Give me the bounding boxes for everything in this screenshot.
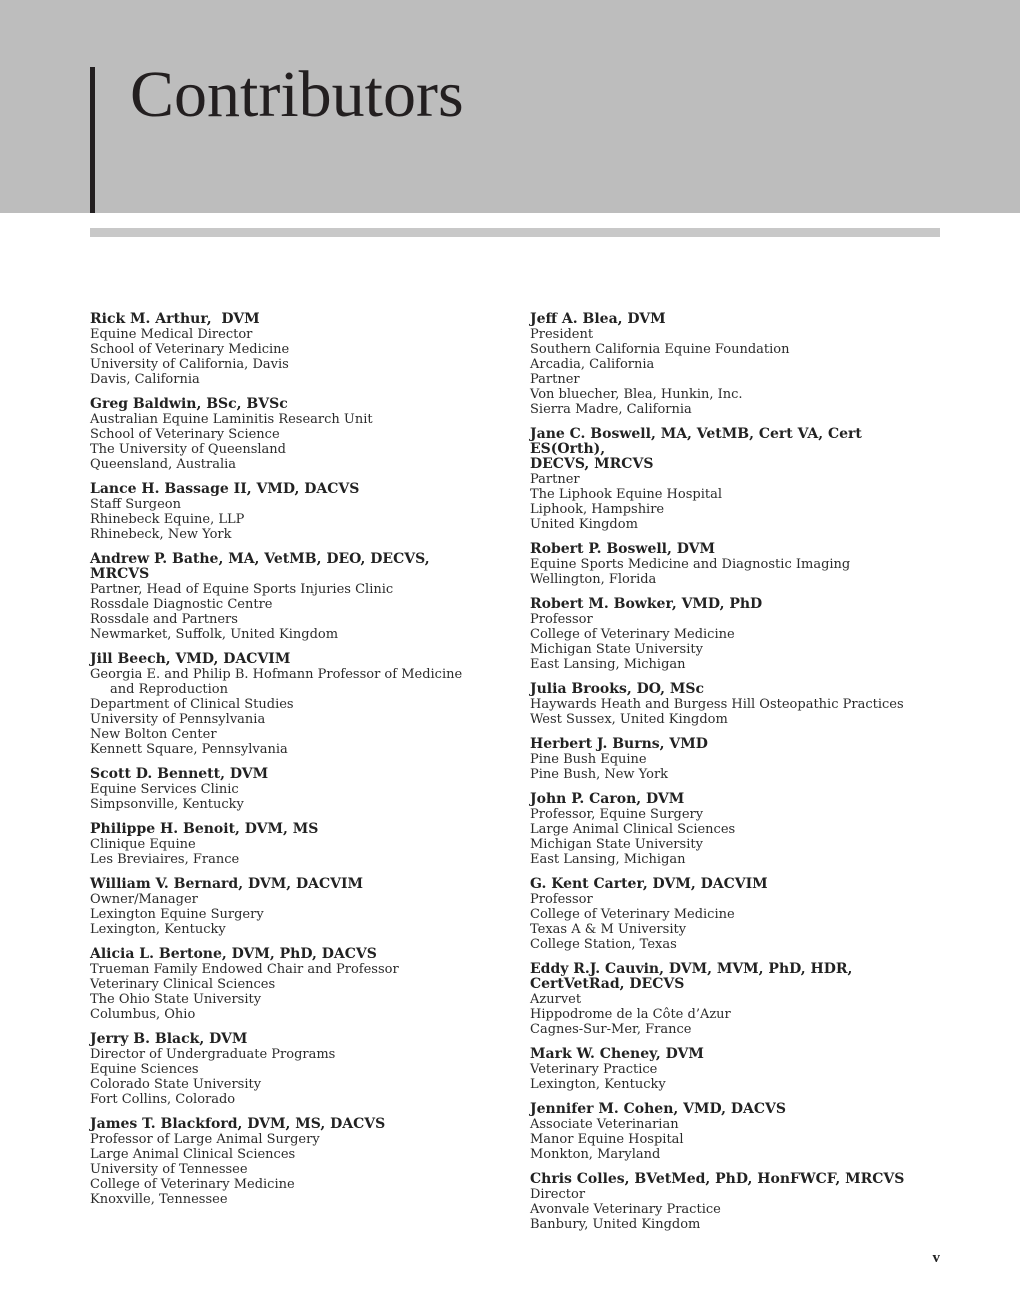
contributor-name: Greg Baldwin, BSc, BVSc	[90, 396, 288, 412]
contributor-affiliation-line: Director of Undergraduate Programs	[90, 1047, 336, 1062]
contributor-affiliation-line: Colorado State University	[90, 1077, 262, 1092]
contributor-affiliation-line: School of Veterinary Science	[90, 427, 280, 442]
header-vertical-rule	[90, 67, 95, 213]
contributor-name: Robert M. Bowker, VMD, PhD	[530, 596, 763, 612]
contributor-affiliation-line: Queensland, Australia	[90, 457, 237, 472]
contributor-name: Jerry B. Black, DVM	[90, 1031, 248, 1047]
contributor-affiliation-line: Pine Bush Equine	[530, 752, 647, 767]
contributor-affiliation-line: Owner/Manager	[90, 892, 198, 907]
contributor-affiliation-line: Southern California Equine Foundation	[530, 342, 790, 357]
contributors-column-right	[530, 312, 930, 1242]
contributor-affiliation-line: Partner	[530, 472, 580, 487]
contributor-affiliation-line: Rhinebeck Equine, LLP	[90, 512, 245, 527]
contributor-name: Eddy R.J. Cauvin, DVM, MVM, PhD, HDR, CertVetRad, DECVS	[530, 961, 853, 992]
contributor-affiliation-line: Professor, Equine Surgery	[530, 807, 704, 822]
contributor-affiliation-line: Georgia E. and Philip B. Hofmann Professor of Medicine and Reproduction	[90, 667, 463, 697]
contributor-affiliation-line: East Lansing, Michigan	[530, 657, 686, 672]
contributor-affiliation-line: Director	[530, 1187, 586, 1202]
contributor-affiliation-line: Simpsonville, Kentucky	[90, 797, 244, 812]
contributor-entry	[90, 552, 490, 642]
contributor-affiliation-line: Rossdale and Partners	[90, 612, 238, 627]
contributor-affiliation-line: Australian Equine Laminitis Research Unit	[90, 412, 373, 427]
contributor-affiliation-line: Banbury, United Kingdom	[530, 1217, 701, 1232]
contributor-affiliation-line: Equine Medical Director	[90, 327, 253, 342]
contributor-affiliation-line: College of Veterinary Medicine	[530, 627, 735, 642]
contributor-entry	[90, 312, 490, 387]
contributor-affiliation-line: Large Animal Clinical Sciences	[90, 1147, 296, 1162]
contributor-affiliation-line: College Station, Texas	[530, 937, 677, 952]
contributor-affiliation-line: University of Pennsylvania	[90, 712, 266, 727]
contributor-affiliation-line: Manor Equine Hospital	[530, 1132, 684, 1147]
contributor-name: Herbert J. Burns, VMD	[530, 736, 708, 752]
contributor-affiliation-line: Veterinary Practice	[530, 1062, 658, 1077]
contributor-name: Mark W. Cheney, DVM	[530, 1046, 704, 1062]
contributor-name: James T. Blackford, DVM, MS, DACVS	[90, 1116, 386, 1132]
contributor-entry	[530, 1172, 930, 1232]
contributor-name: John P. Caron, DVM	[530, 791, 685, 807]
contributor-name: Jennifer M. Cohen, VMD, DACVS	[530, 1101, 786, 1117]
page-title: Contributors	[130, 58, 464, 131]
contributor-entry	[90, 1117, 490, 1207]
contributor-affiliation-line: Hippodrome de la Côte d’Azur	[530, 1007, 731, 1022]
contributor-affiliation-line: Staff Surgeon	[90, 497, 181, 512]
header-underline-bar	[90, 228, 940, 237]
contributor-affiliation-line: Azurvet	[530, 992, 582, 1007]
contributor-affiliation-line: Veterinary Clinical Sciences	[90, 977, 276, 992]
contributor-affiliation-line: Equine Services Clinic	[90, 782, 239, 797]
contributor-entry	[90, 877, 490, 937]
contributor-name: Jill Beech, VMD, DACVIM	[90, 651, 291, 667]
contributor-affiliation-line: University of Tennessee	[90, 1162, 248, 1177]
contributor-affiliation-line: Department of Clinical Studies	[90, 697, 294, 712]
contributor-name: Jeff A. Blea, DVM	[530, 311, 666, 327]
contributor-entry	[90, 767, 490, 812]
contributor-affiliation-line: Von bluecher, Blea, Hunkin, Inc.	[530, 387, 743, 402]
contributor-affiliation-line: Pine Bush, New York	[530, 767, 669, 782]
contributor-name: Alicia L. Bertone, DVM, PhD, DACVS	[90, 946, 377, 962]
contributor-affiliation-line: West Sussex, United Kingdom	[530, 712, 728, 727]
contributor-affiliation-line: Arcadia, California	[530, 357, 655, 372]
contributor-affiliation-line: Rhinebeck, New York	[90, 527, 232, 542]
contributor-entry	[90, 822, 490, 867]
contributor-entry	[530, 597, 930, 672]
contributor-affiliation-line: The University of Queensland	[90, 442, 286, 457]
contributor-affiliation-line: Equine Sports Medicine and Diagnostic Imaging	[530, 557, 851, 572]
contributor-entry	[530, 792, 930, 867]
contributors-column-left	[90, 312, 490, 1217]
contributor-affiliation-line: Avonvale Veterinary Practice	[530, 1202, 721, 1217]
contributor-affiliation-line: Rossdale Diagnostic Centre	[90, 597, 273, 612]
contributor-affiliation-line: New Bolton Center	[90, 727, 217, 742]
contributor-affiliation-line: Davis, California	[90, 372, 200, 387]
contributor-affiliation-line: Partner	[530, 372, 580, 387]
contributor-affiliation-line: Professor	[530, 612, 593, 627]
contributor-affiliation-line: The Liphook Equine Hospital	[530, 487, 723, 502]
contributor-affiliation-line: Equine Sciences	[90, 1062, 199, 1077]
contributor-entry	[530, 1047, 930, 1092]
contributor-affiliation-line: Michigan State University	[530, 642, 703, 657]
contributor-affiliation-line: Lexington Equine Surgery	[90, 907, 264, 922]
contributor-affiliation-line: President	[530, 327, 594, 342]
page-number: v	[932, 1250, 940, 1266]
contributor-entry	[530, 1102, 930, 1162]
contributor-name: Jane C. Boswell, MA, VetMB, Cert VA, Cert ES(Orth), DECVS, MRCVS	[530, 426, 862, 472]
contributor-affiliation-line: Monkton, Maryland	[530, 1147, 661, 1162]
contributor-name: Julia Brooks, DO, MSc	[530, 681, 704, 697]
contributor-affiliation-line: Knoxville, Tennessee	[90, 1192, 228, 1207]
contributor-affiliation-line: Professor of Large Animal Surgery	[90, 1132, 320, 1147]
contributor-name: Philippe H. Benoit, DVM, MS	[90, 821, 319, 837]
contributor-affiliation-line: East Lansing, Michigan	[530, 852, 686, 867]
contributor-affiliation-line: College of Veterinary Medicine	[530, 907, 735, 922]
contributor-affiliation-line: Fort Collins, Colorado	[90, 1092, 236, 1107]
contributor-affiliation-line: Kennett Square, Pennsylvania	[90, 742, 288, 757]
contributor-affiliation-line: Les Breviaires, France	[90, 852, 240, 867]
contributor-affiliation-line: Partner, Head of Equine Sports Injuries Clinic	[90, 582, 394, 597]
contributor-entry	[530, 682, 930, 727]
contributor-entry	[90, 652, 490, 757]
contributor-affiliation-line: Haywards Heath and Burgess Hill Osteopathic Practices	[530, 697, 904, 712]
contributor-affiliation-line: Professor	[530, 892, 593, 907]
contributor-affiliation-line: Wellington, Florida	[530, 572, 657, 587]
contributor-name: Andrew P. Bathe, MA, VetMB, DEO, DECVS, MRCVS	[90, 551, 435, 582]
contributor-name: Chris Colles, BVetMed, PhD, HonFWCF, MRCVS	[530, 1171, 905, 1187]
contributor-entry	[530, 427, 930, 532]
contributor-name: Lance H. Bassage II, VMD, DACVS	[90, 481, 360, 497]
contributor-name: Rick M. Arthur, DVM	[90, 311, 260, 327]
contributor-affiliation-line: Michigan State University	[530, 837, 703, 852]
contributor-entry	[90, 1032, 490, 1107]
contributor-entry	[530, 312, 930, 417]
contributor-affiliation-line: Associate Veterinarian	[530, 1117, 679, 1132]
contributor-affiliation-line: United Kingdom	[530, 517, 638, 532]
contributor-affiliation-line: Newmarket, Suffolk, United Kingdom	[90, 627, 339, 642]
contributor-affiliation-line: Trueman Family Endowed Chair and Professor	[90, 962, 399, 977]
contributor-affiliation-line: Sierra Madre, California	[530, 402, 692, 417]
contributor-entry	[90, 947, 490, 1022]
contributor-entry	[530, 877, 930, 952]
contributor-entry	[530, 542, 930, 587]
contributor-entry	[90, 397, 490, 472]
contributor-entry	[90, 482, 490, 542]
contributor-affiliation-line: College of Veterinary Medicine	[90, 1177, 295, 1192]
contributor-name: G. Kent Carter, DVM, DACVIM	[530, 876, 768, 892]
contributor-affiliation-line: University of California, Davis	[90, 357, 289, 372]
contributor-affiliation-line: School of Veterinary Medicine	[90, 342, 290, 357]
contributor-name: William V. Bernard, DVM, DACVIM	[90, 876, 364, 892]
contributor-name: Scott D. Bennett, DVM	[90, 766, 269, 782]
contributor-affiliation-line: Lexington, Kentucky	[90, 922, 226, 937]
contributor-affiliation-line: Cagnes-Sur-Mer, France	[530, 1022, 692, 1037]
contributor-affiliation-line: Large Animal Clinical Sciences	[530, 822, 736, 837]
contributor-affiliation-line: Clinique Equine	[90, 837, 196, 852]
contributor-entry	[530, 962, 930, 1037]
contributor-affiliation-line: The Ohio State University	[90, 992, 262, 1007]
contributor-affiliation-line: Liphook, Hampshire	[530, 502, 665, 517]
contributor-name: Robert P. Boswell, DVM	[530, 541, 715, 557]
contributor-affiliation-line: Lexington, Kentucky	[530, 1077, 666, 1092]
contributor-entry	[530, 737, 930, 782]
contributor-affiliation-line: Texas A & M University	[530, 922, 687, 937]
contributor-affiliation-line: Columbus, Ohio	[90, 1007, 196, 1022]
